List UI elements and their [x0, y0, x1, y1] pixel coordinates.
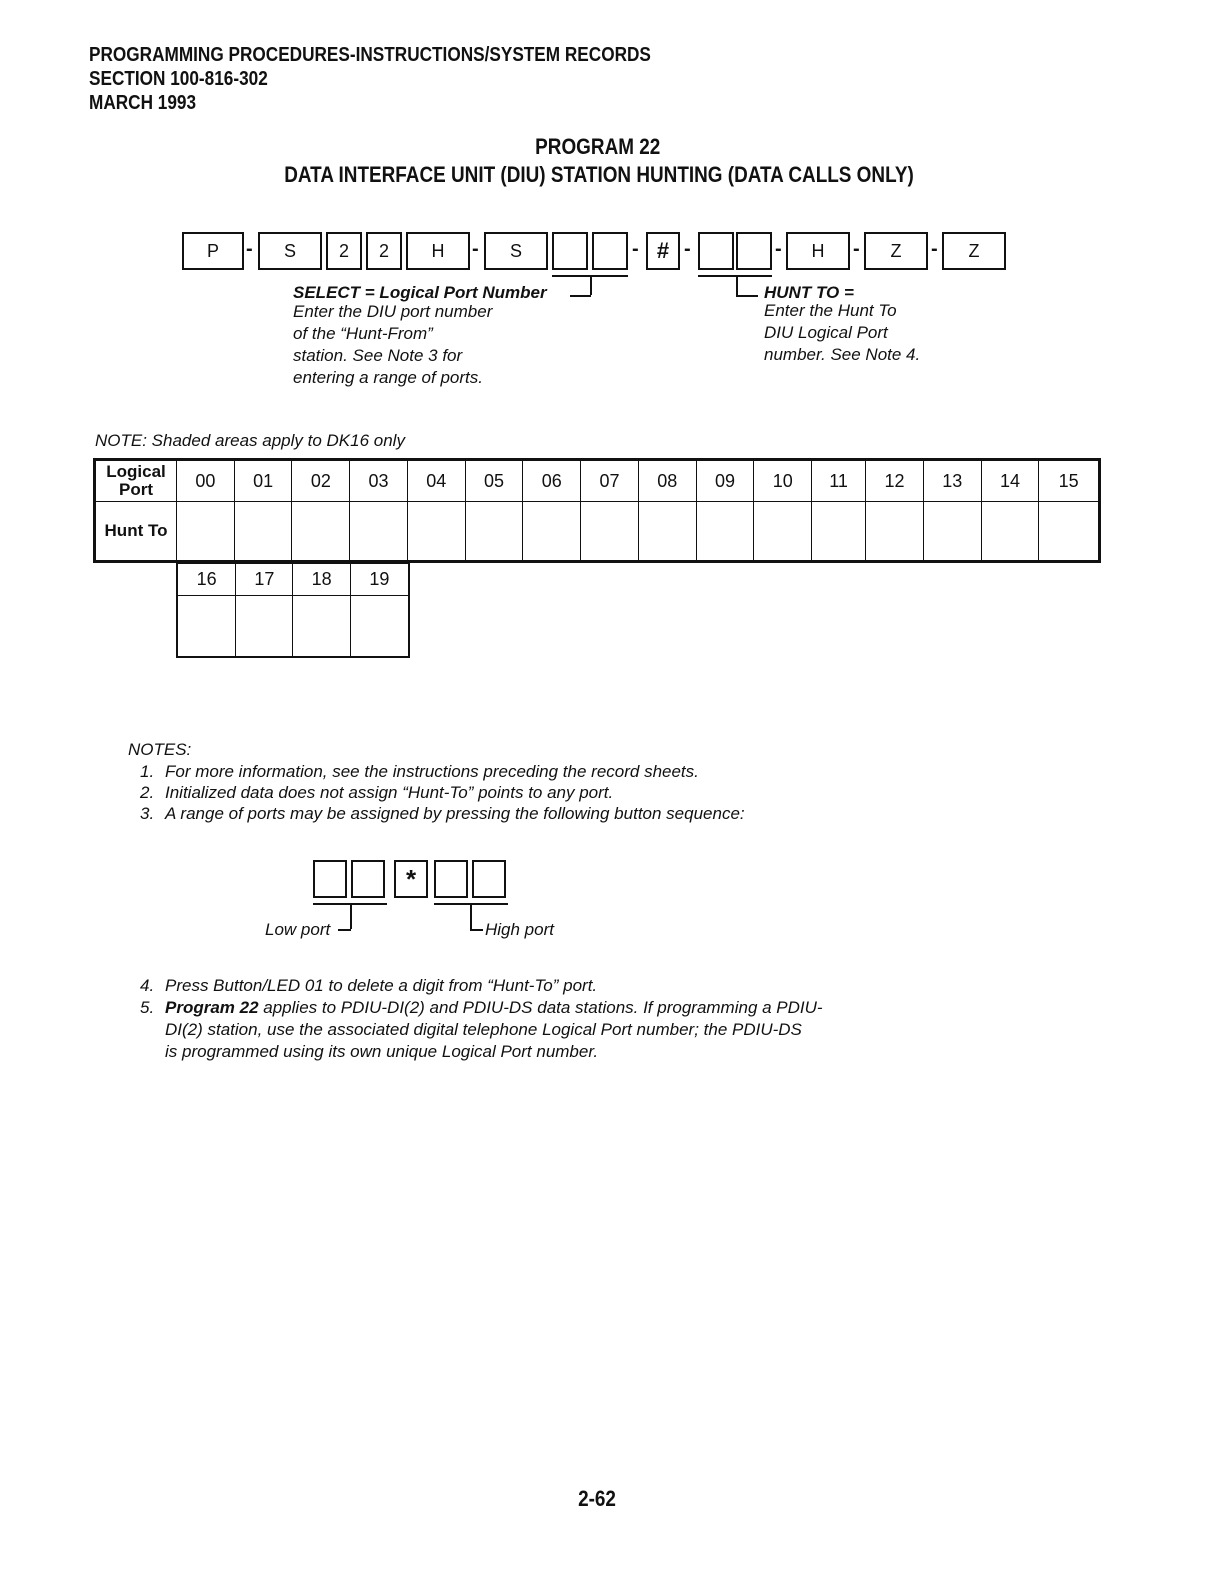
low-bracket-arm	[338, 929, 351, 931]
select-bracket-stem	[590, 275, 592, 295]
low-digit-box	[351, 860, 385, 898]
key-dash: -	[246, 238, 253, 260]
port-cell: 15	[1039, 460, 1100, 502]
hunt-label: HUNT TO =	[764, 283, 854, 302]
note-5-line-3: is programmed using its own unique Logical Port number.	[165, 1042, 599, 1061]
select-desc-2: of the “Hunt-From”	[293, 324, 433, 343]
header-line-1: PROGRAMMING PROCEDURES-INSTRUCTIONS/SYSTEM RECORDS	[89, 44, 651, 66]
hunt-to-header: Hunt To	[95, 502, 177, 562]
low-bracket-stem	[350, 903, 352, 929]
note-2-number: 2.	[140, 783, 155, 802]
hunt-to-cell[interactable]	[350, 502, 408, 562]
key-dash: -	[775, 238, 782, 260]
header-line-2: SECTION 100-816-302	[89, 68, 268, 90]
hunt-to-cell[interactable]	[177, 502, 235, 562]
hunt-to-cell[interactable]	[1039, 502, 1100, 562]
key-2: 2	[326, 232, 362, 270]
note-4: Press Button/LED 01 to delete a digit from “Hunt-To” port.	[165, 976, 598, 995]
hunt-to-cell[interactable]	[581, 502, 639, 562]
hunt-to-cell[interactable]	[350, 595, 409, 657]
hunt-to-cell[interactable]	[812, 502, 866, 562]
select-digit-box	[592, 232, 628, 270]
key-dash: -	[632, 238, 639, 260]
note-1: For more information, see the instructions preceding the record sheets.	[165, 762, 699, 781]
port-cell: 16	[177, 563, 236, 595]
note-5-bold: Program 22	[165, 998, 259, 1017]
program-subtitle: DATA INTERFACE UNIT (DIU) STATION HUNTING (DATA CALLS ONLY)	[284, 162, 914, 187]
port-cell: 11	[812, 460, 866, 502]
note-5-line-1	[165, 998, 823, 1018]
hunt-to-cell[interactable]	[923, 502, 981, 562]
hunt-digit-box	[736, 232, 772, 270]
hunt-to-cell[interactable]	[754, 502, 812, 562]
port-cell: 00	[177, 460, 235, 502]
port-cell: 18	[293, 563, 350, 595]
select-label: SELECT = Logical Port Number	[293, 283, 547, 302]
hunt-to-row-ext	[177, 595, 409, 657]
shaded-note: NOTE: Shaded areas apply to DK16 only	[95, 431, 405, 450]
key-z: Z	[942, 232, 1006, 270]
hunt-to-cell[interactable]	[177, 595, 236, 657]
port-cell: 03	[350, 460, 408, 502]
port-cell: 07	[581, 460, 639, 502]
note-3: A range of ports may be assigned by pressing the following button sequence:	[165, 804, 745, 823]
key-dash: -	[684, 238, 691, 260]
hunt-bracket	[698, 275, 772, 277]
hunt-to-cell[interactable]	[407, 502, 465, 562]
notes-heading: NOTES:	[128, 740, 192, 759]
hunt-to-cell[interactable]	[638, 502, 696, 562]
note-5-text: applies to PDIU-DI(2) and PDIU-DS data stations. If programming a PDIU-	[258, 998, 823, 1017]
page-number-wrap	[0, 1486, 1222, 1512]
hunt-to-cell[interactable]	[523, 502, 581, 562]
port-cell: 06	[523, 460, 581, 502]
port-cell: 08	[638, 460, 696, 502]
note-2: Initialized data does not assign “Hunt-To” points to any port.	[165, 783, 614, 802]
port-cell: 13	[923, 460, 981, 502]
hunt-to-cell[interactable]	[234, 502, 292, 562]
key-h: H	[786, 232, 850, 270]
page-number: 2-62	[578, 1486, 616, 1511]
high-bracket-stem	[470, 903, 472, 929]
high-port-label: High port	[485, 920, 554, 939]
port-cell: 05	[465, 460, 523, 502]
high-digit-box	[472, 860, 506, 898]
select-desc-3: station. See Note 3 for	[293, 346, 463, 365]
select-desc-1: Enter the DIU port number	[293, 302, 493, 321]
note-5-line-2: DI(2) station, use the associated digital telephone Logical Port number; the PDIU-DS	[165, 1020, 802, 1039]
key-dash: -	[853, 238, 860, 260]
high-bracket-arm	[470, 929, 483, 931]
port-cell: 10	[754, 460, 812, 502]
select-digit-box	[552, 232, 588, 270]
hunt-to-cell[interactable]	[292, 502, 350, 562]
record-table-ext	[176, 562, 410, 658]
star-key: *	[394, 860, 428, 898]
note-3-number: 3.	[140, 804, 155, 823]
key-dash: -	[472, 238, 479, 260]
port-cell: 19	[350, 563, 409, 595]
hunt-to-cell[interactable]	[236, 595, 293, 657]
note-4-number: 4.	[140, 976, 155, 995]
hunt-to-cell[interactable]	[465, 502, 523, 562]
port-cell: 14	[981, 460, 1039, 502]
record-table	[93, 458, 1101, 563]
low-port-label: Low port	[265, 920, 331, 939]
hunt-to-cell[interactable]	[293, 595, 350, 657]
logical-port-row	[95, 460, 1100, 502]
port-cell: 01	[234, 460, 292, 502]
key-dash: -	[931, 238, 938, 260]
logical-port-header: Logical Port	[95, 460, 177, 502]
high-digit-box	[434, 860, 468, 898]
hunt-to-row	[95, 502, 1100, 562]
select-bracket-arm	[570, 295, 591, 297]
program-title: PROGRAM 22	[535, 134, 661, 159]
port-cell: 02	[292, 460, 350, 502]
hunt-bracket-stem	[736, 275, 738, 295]
hunt-desc-3: number. See Note 4.	[764, 345, 921, 364]
key-s: S	[484, 232, 548, 270]
note-5-number: 5.	[140, 998, 155, 1017]
hunt-to-cell[interactable]	[696, 502, 754, 562]
port-cell: 04	[407, 460, 465, 502]
key-hash: #	[646, 232, 680, 270]
port-cell: 12	[866, 460, 924, 502]
key-h: H	[406, 232, 470, 270]
note-1-number: 1.	[140, 762, 155, 781]
logical-port-row-ext	[177, 563, 409, 595]
key-s: S	[258, 232, 322, 270]
port-cell: 09	[696, 460, 754, 502]
hunt-desc-1: Enter the Hunt To	[764, 301, 897, 320]
hunt-bracket-arm	[736, 295, 758, 297]
header-line-3: MARCH 1993	[89, 92, 197, 114]
key-2: 2	[366, 232, 402, 270]
key-z: Z	[864, 232, 928, 270]
hunt-digit-box	[698, 232, 734, 270]
hunt-to-cell[interactable]	[866, 502, 924, 562]
port-cell: 17	[236, 563, 293, 595]
select-desc-4: entering a range of ports.	[293, 368, 483, 387]
low-digit-box	[313, 860, 347, 898]
hunt-to-cell[interactable]	[981, 502, 1039, 562]
hunt-desc-2: DIU Logical Port	[764, 323, 888, 342]
key-p: P	[182, 232, 244, 270]
